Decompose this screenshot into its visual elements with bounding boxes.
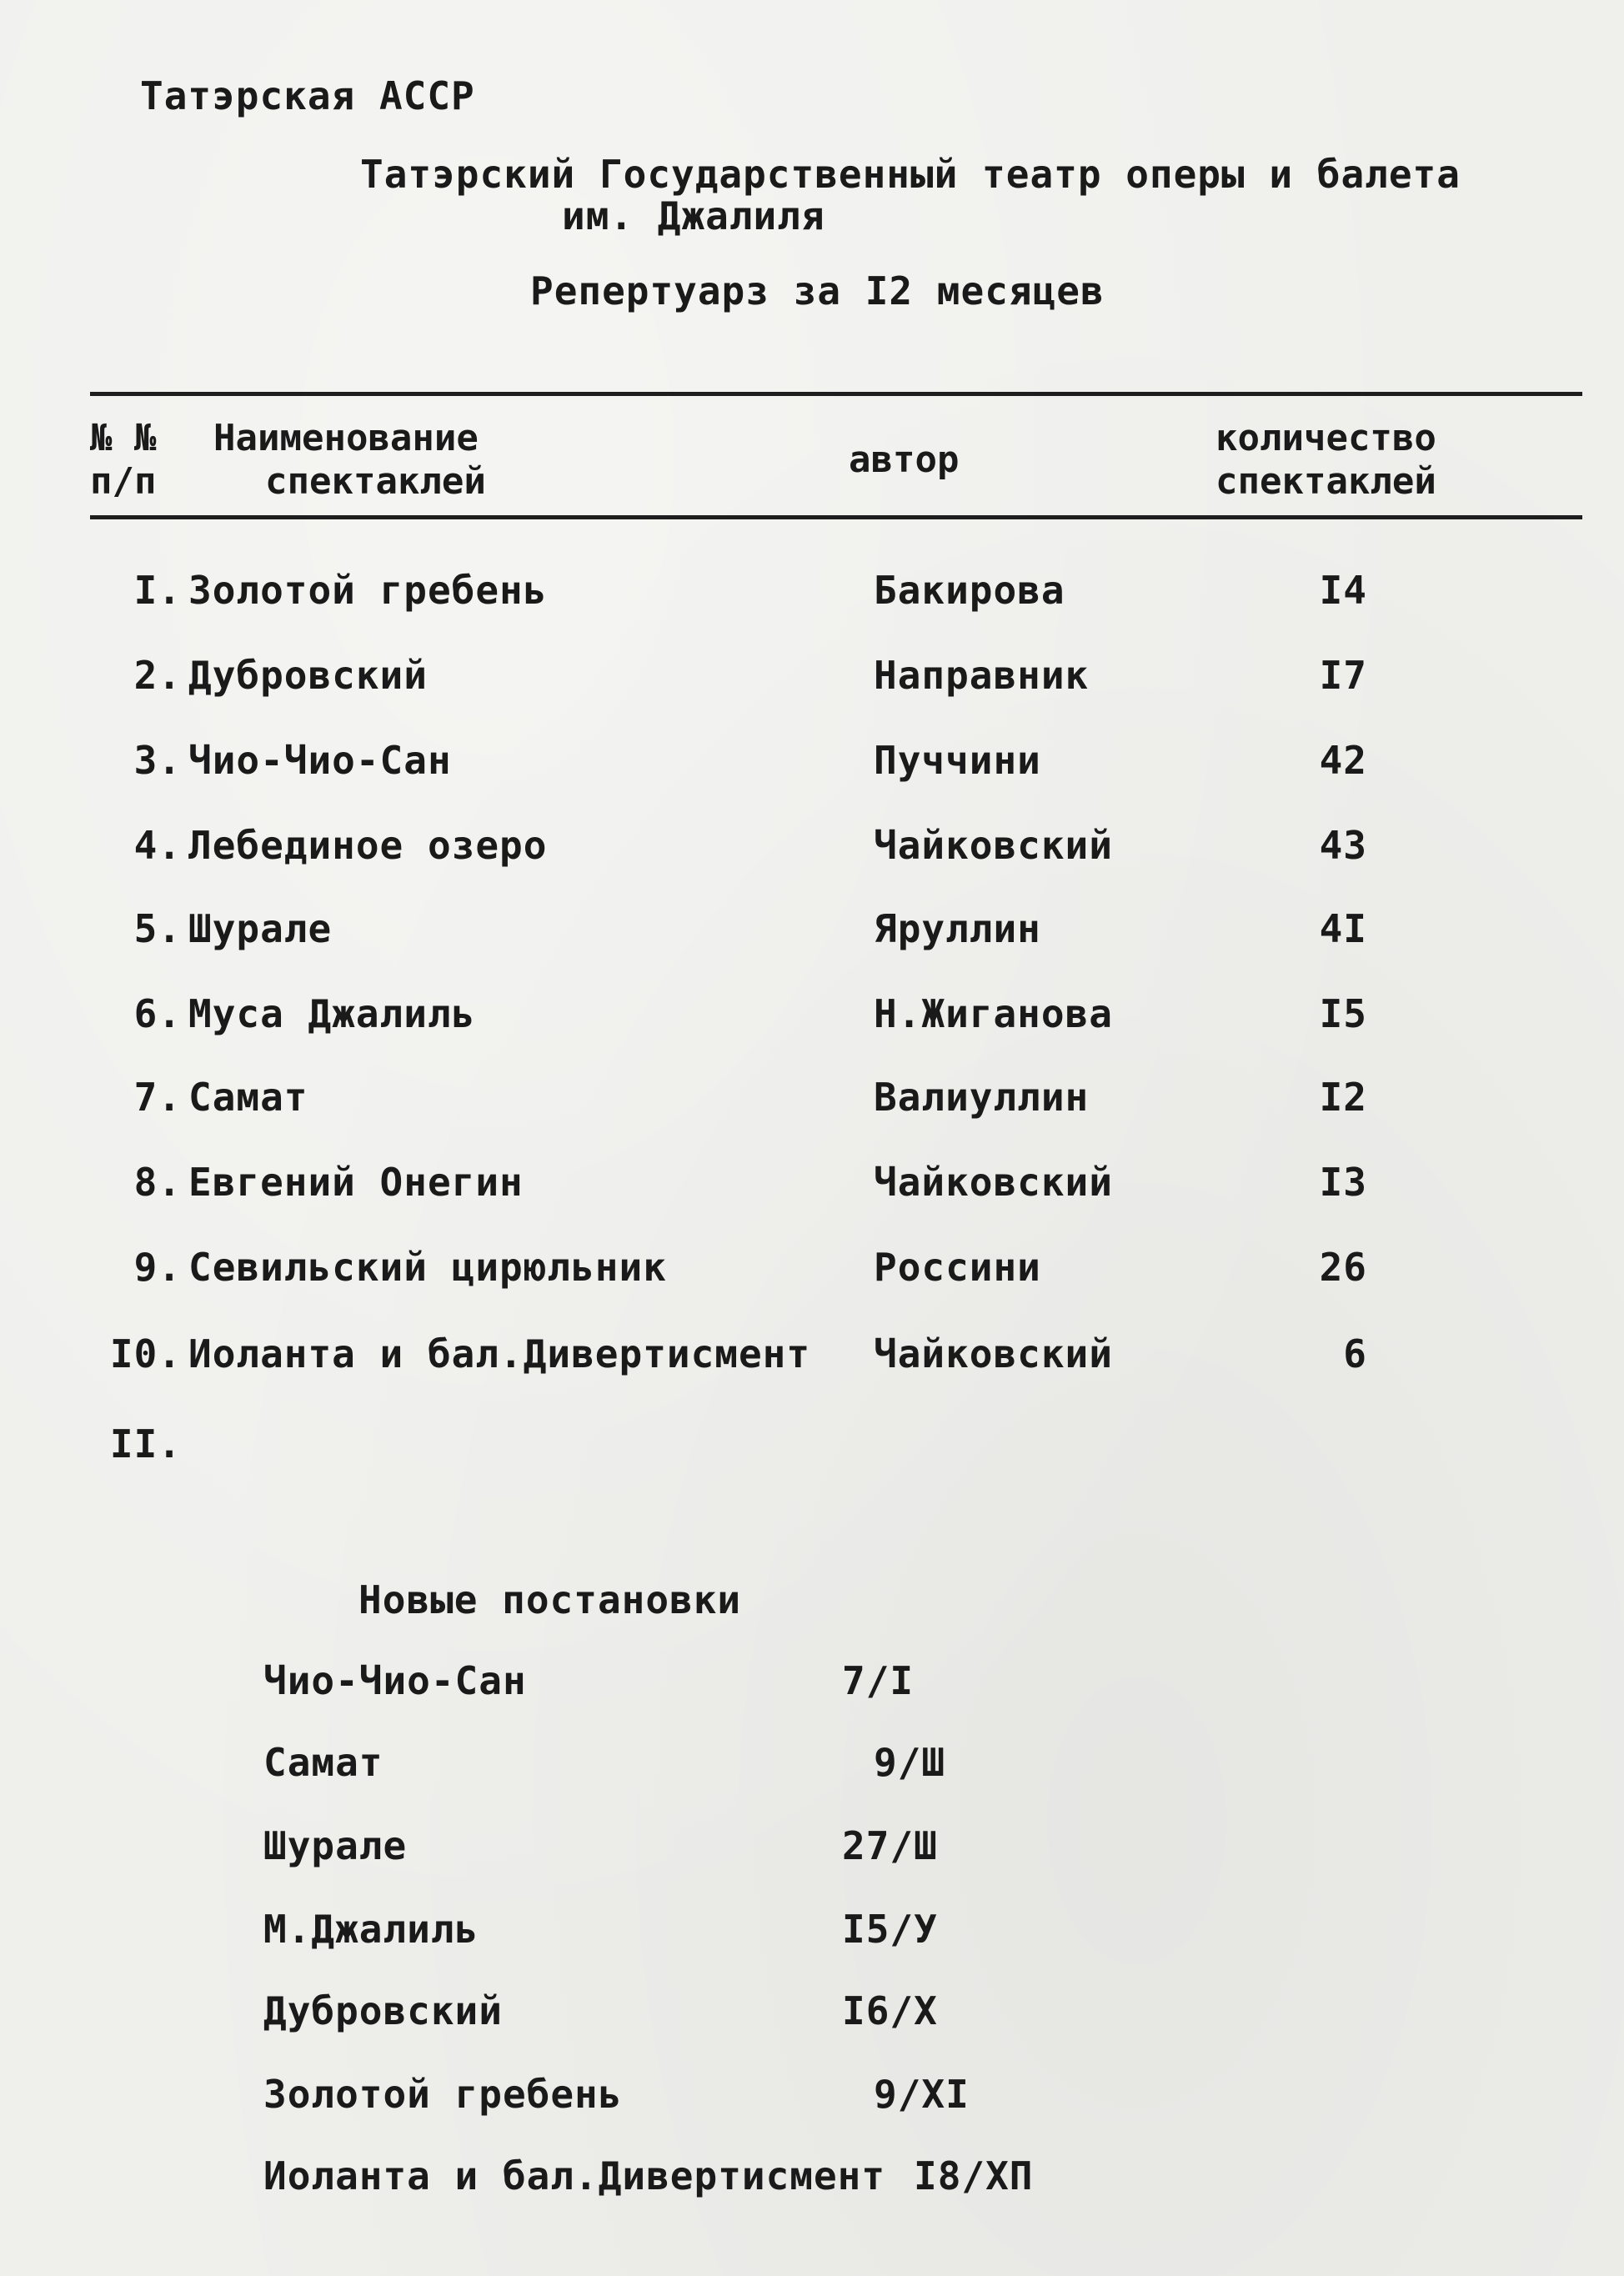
production-title: Дубровский xyxy=(263,1988,503,2033)
row-name: Евгений Онегин xyxy=(188,1160,524,1205)
table-top-rule xyxy=(90,392,1582,396)
row-count: I7 xyxy=(1319,653,1367,698)
col-header-num-line2: п/п xyxy=(90,460,157,503)
table-row xyxy=(0,1072,1624,1122)
table-row xyxy=(0,1242,1624,1292)
table-header-rule xyxy=(90,515,1582,519)
production-title: М.Джалиль xyxy=(263,1907,479,1952)
row-name: Золотой гребень xyxy=(188,568,548,613)
col-header-name-line1: Наименование xyxy=(213,417,479,459)
row-author: Чайковский xyxy=(874,1160,1113,1205)
row-num: 5. xyxy=(133,906,182,951)
premiere-date: 9/XI xyxy=(874,2072,970,2117)
premiere-date: I5/У xyxy=(842,1907,938,1952)
row-author: Россини xyxy=(874,1245,1041,1290)
table-row xyxy=(0,904,1624,954)
row-count: 26 xyxy=(1319,1245,1367,1290)
premiere-date: I8/XП xyxy=(914,2153,1034,2198)
production-title: Шурале xyxy=(263,1823,408,1868)
row-count: I5 xyxy=(1319,991,1367,1036)
table-row xyxy=(0,1329,1624,1379)
premiere-date: 7/I xyxy=(842,1658,915,1703)
row-num: 6. xyxy=(133,991,182,1036)
col-header-name xyxy=(213,417,486,504)
row-author: Н.Жиганова xyxy=(874,991,1113,1036)
row-name: Муса Джалиль xyxy=(188,991,476,1036)
col-header-count-line1: количество xyxy=(1215,417,1436,459)
premiere-date: 27/Ш xyxy=(842,1823,938,1868)
row-name: Самат xyxy=(188,1075,308,1120)
col-header-name-line2: спектаклей xyxy=(265,460,486,503)
row-num: 4. xyxy=(133,823,182,868)
row-author: Чайковский xyxy=(874,823,1113,868)
row-author: Яруллин xyxy=(874,906,1041,951)
row-author: Направник xyxy=(874,653,1090,698)
list-item xyxy=(0,2151,1624,2201)
row-num: I0. xyxy=(109,1331,182,1376)
table-row xyxy=(0,989,1624,1039)
row-count: 4I xyxy=(1319,906,1367,951)
col-header-author: автор xyxy=(849,439,960,481)
row-num: 9. xyxy=(133,1245,182,1290)
table-row xyxy=(0,650,1624,700)
premiere-date: I6/X xyxy=(842,1988,938,2033)
row-author: Пуччини xyxy=(874,738,1041,783)
table-row xyxy=(0,1419,1624,1469)
new-productions-heading: Новые постановки xyxy=(358,1577,742,1622)
list-item xyxy=(0,1737,1624,1787)
list-item xyxy=(0,1656,1624,1706)
row-name: Севильский цирюльник xyxy=(188,1245,667,1290)
row-name: Лебединое озеро xyxy=(188,823,548,868)
row-count: 6 xyxy=(1343,1331,1367,1376)
row-name: Шурале xyxy=(188,906,333,951)
region-label: Татэрская АССР xyxy=(140,73,475,118)
table-row xyxy=(0,820,1624,870)
row-count: I3 xyxy=(1319,1160,1367,1205)
row-name: Чио-Чио-Сан xyxy=(188,738,452,783)
col-header-count-line2: спектаклей xyxy=(1215,460,1436,503)
row-author: Чайковский xyxy=(874,1331,1113,1376)
document-title: Репертуарз за I2 месяцев xyxy=(530,268,1105,313)
row-count: I4 xyxy=(1319,568,1367,613)
table-row xyxy=(0,735,1624,785)
row-num: I. xyxy=(133,568,182,613)
theatre-name-line1: Татэрский Государственный театр оперы и балета xyxy=(360,152,1461,197)
production-title: Золотой гребень xyxy=(263,2072,623,2117)
list-item xyxy=(0,2069,1624,2119)
col-header-count xyxy=(1215,417,1436,504)
premiere-date: 9/Ш xyxy=(874,1740,946,1785)
list-item xyxy=(0,1904,1624,1954)
row-num: 8. xyxy=(133,1160,182,1205)
row-author: Бакирова xyxy=(874,568,1065,613)
row-count: I2 xyxy=(1319,1075,1367,1120)
row-num: II. xyxy=(109,1421,182,1466)
production-title: Чио-Чио-Сан xyxy=(263,1658,527,1703)
row-name: Дубровский xyxy=(188,653,428,698)
list-item xyxy=(0,1821,1624,1871)
table-row xyxy=(0,1157,1624,1207)
row-name: Иоланта и бал.Дивертисмент xyxy=(188,1331,811,1376)
row-num: 3. xyxy=(133,738,182,783)
theatre-name-line2: им. Джалиля xyxy=(562,193,825,238)
production-title: Самат xyxy=(263,1740,383,1785)
production-title: Иоланта и бал.Дивертисмент xyxy=(263,2153,886,2198)
row-num: 2. xyxy=(133,653,182,698)
col-header-num-line1: № № xyxy=(90,417,157,459)
row-author: Валиуллин xyxy=(874,1075,1090,1120)
row-count: 42 xyxy=(1319,738,1367,783)
list-item xyxy=(0,1986,1624,2036)
row-num: 7. xyxy=(133,1075,182,1120)
row-count: 43 xyxy=(1319,823,1367,868)
col-header-num xyxy=(90,417,156,504)
table-row xyxy=(0,565,1624,615)
